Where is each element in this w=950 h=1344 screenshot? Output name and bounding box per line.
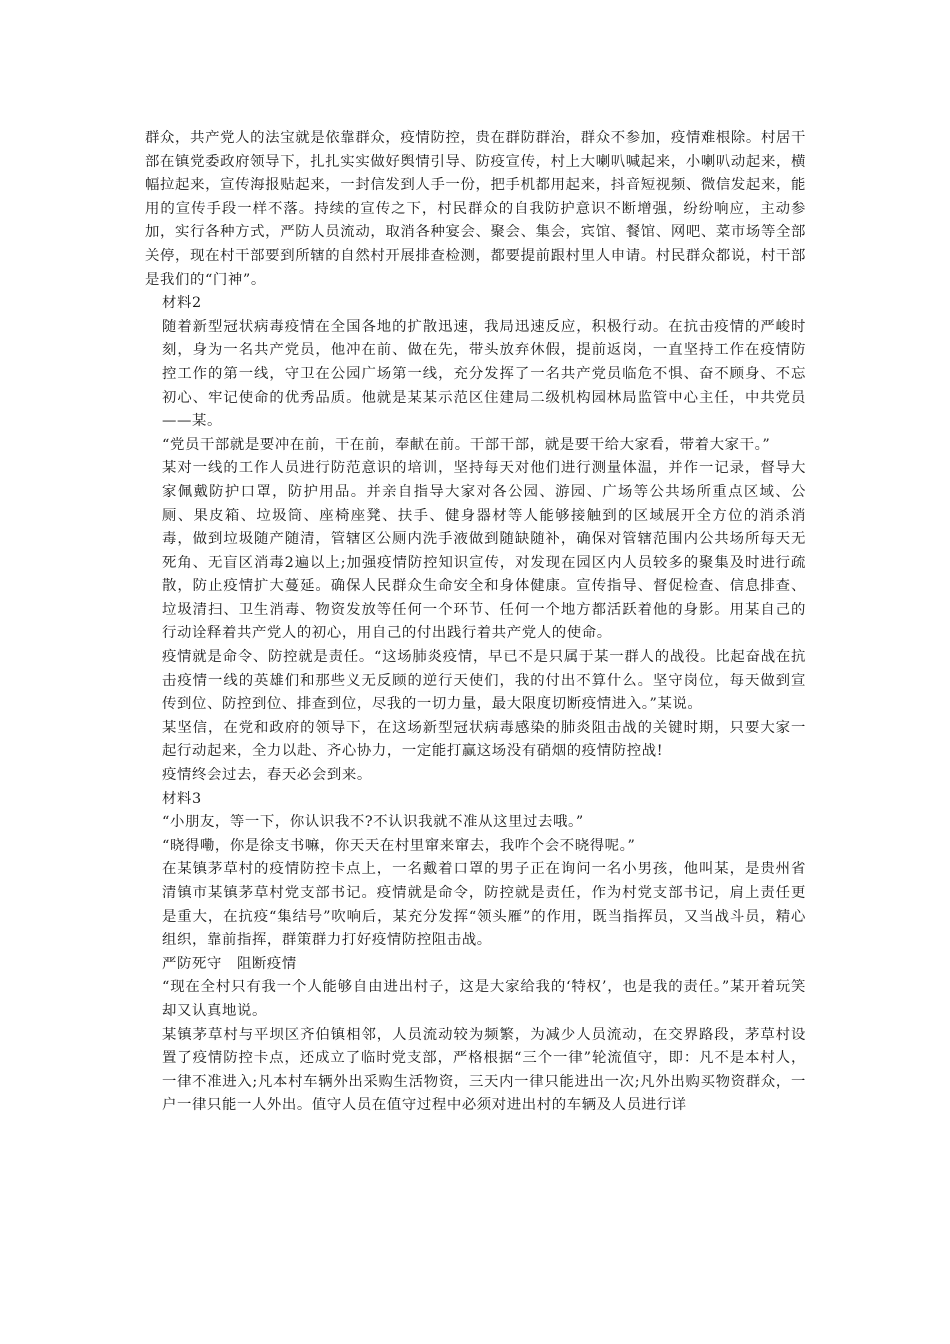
paragraph: 疫情终会过去，春天必会到来。 [162,767,372,784]
section-heading-material-3: 材料3 [162,790,202,807]
paragraph: 某镇茅草村与平坝区齐伯镇相邻，人员流动较为频繁，为减少人员流动，在交界路段，茅草村设置了疫情防控卡点，还成立了临时党支部，严格根据“三个一律”轮流值守，即：凡不是本村人，一律不准进入;凡本村车辆外出采购生活物资，三天内一律只能进出一次;凡外出购买物资群众，一户一律只能一人外出。值守人员在值守过程中必须对进出村的车辆及人员进行详 [162,1026,806,1114]
subheading: 严防死守 阻断疫情 [162,955,297,972]
paragraph: 在某镇茅草村的疫情防控卡点上，一名戴着口罩的男子正在询问一名小男孩，他叫某，是贵州省清镇市某镇茅草村党支部书记。疫情就是命令，防控就是责任，作为村党支部书记，肩上责任更是重大，在抗疫“集结号”吹响后，某充分发挥“领头雁”的作用，既当指挥员，又当战斗员，精心组织，靠前指挥，群策群力打好疫情防控阻击战。 [162,861,806,949]
section-heading-material-2: 材料2 [162,295,202,312]
quote-paragraph: “小朋友，等一下，你认识我不?不认识我就不准从这里过去哦。” [162,814,584,831]
quote-paragraph: “晓得嘞，你是徐支书嘛，你天天在村里窜来窜去，我咋个会不晓得呢。” [162,837,636,854]
paragraph: 随着新型冠状病毒疫情在全国各地的扩散迅速，我局迅速反应，积极行动。在抗击疫情的严峻时刻，身为一名共产党员，他冲在前、做在先，带头放弃休假，提前返岗，一直坚持工作在疫情防控工作的第一线，守卫在公园广场第一线，充分发挥了一名共产党员临危不惧、奋不顾身、不忘初心、牢记使命的优秀品质。他就是某某示范区住建局二级机构园林局监管中心主任，中共党员——某。 [162,318,806,430]
paragraph: 某坚信，在党和政府的领导下，在这场新型冠状病毒感染的肺炎阻击战的关键时期，只要大家一起行动起来，全力以赴、齐心协力，一定能打赢这场没有硝烟的疫情防控战! [162,719,806,760]
document-body [145,127,806,1118]
quote-paragraph: “党员干部就是要冲在前，干在前，奉献在前。干部干部，就是要干给大家看，带着大家干。” [162,436,771,453]
paragraph: 某对一线的工作人员进行防范意识的培训，坚持每天对他们进行测量体温，并作一记录，督导大家佩戴防护口罩，防护用品。并亲自指导大家对各公园、游园、广场等公共场所重点区域、公厕、果皮箱、垃圾筒、座椅座凳、扶手、健身器材等人能够接触到的区域展开全方位的消杀消毒，做到垃圾随产随清，管辖区公厕内洗手液做到随缺随补，确保对管辖范围内公共场所每天无死角、无盲区消毒2遍以上;加强疫情防控知识宣传，对发现在园区内人员较多的聚集及时进行疏散，防止疫情扩大蔓延。确保人民群众生命安全和身体健康。宣传指导、督促检查、信息排查、垃圾清扫、卫生消毒、物资发放等任何一个环节、任何一个地方都活跃着他的身影。用某自己的行动诠释着共产党人的初心，用自己的付出践行着共产党人的使命。 [162,460,806,642]
quote-paragraph: “现在全村只有我一个人能够自由进出村子，这是大家给我的‘特权’，也是我的责任。”某开着玩笑却又认真地说。 [162,979,806,1019]
paragraph-continuation: 群众，共产党人的法宝就是依靠群众，疫情防控，贵在群防群治，群众不参加，疫情难根除。村居干部在镇党委政府领导下，扎扎实实做好舆情引导、防疫宣传，村上大喇叭喊起来，小喇叭动起来，横幅拉起来，宣传海报贴起来，一封信发到人手一份，把手机都用起来，抖音短视频、微信发起来，能用的宣传手段一样不落。持续的宣传之下，村民群众的自我防护意识不断增强，纷纷响应，主动参加，实行各种方式，严防人员流动，取消各种宴会、聚会、集会，宾馆、餐馆、网吧、菜市场等全部关停，现在村干部要到所辖的自然村开展排查检测，都要提前跟村里人申请。村民群众都说，村干部是我们的“门神”。 [145,130,806,288]
paragraph: 疫情就是命令、防控就是责任。“这场肺炎疫情，早已不是只属于某一群人的战役。比起奋战在抗击疫情一线的英雄们和那些义无反顾的逆行天使们，我的付出不算什么。坚守岗位，每天做到宣传到位、防控到位、排查到位，尽我的一切力量，最大限度切断疫情进入。”某说。 [162,649,806,713]
